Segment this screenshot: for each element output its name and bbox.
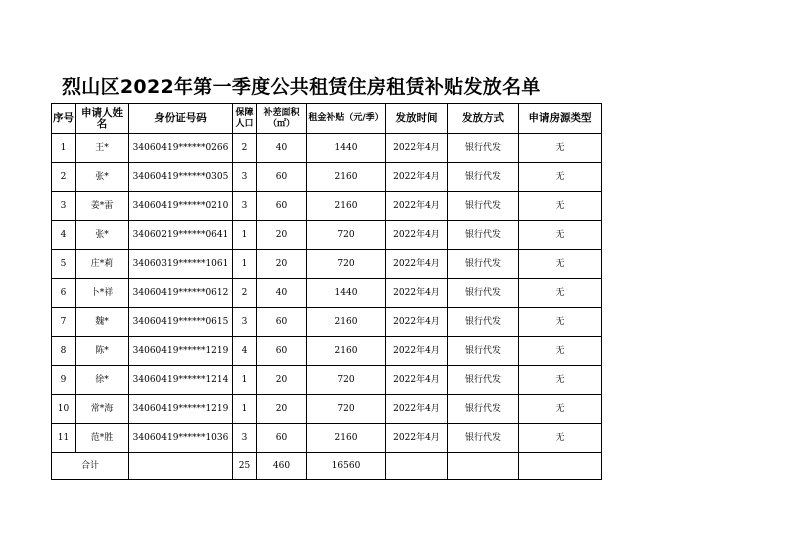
cell-type: 无	[519, 424, 602, 453]
cell-id: 34060419******1219	[129, 337, 233, 366]
table-row	[52, 250, 602, 279]
total-type-empty	[519, 453, 602, 480]
cell-people: 3	[233, 308, 257, 337]
cell-name: 姜*雷	[76, 192, 129, 221]
cell-time: 2022年4月	[386, 366, 448, 395]
header-area: 补差面积（㎡）	[257, 104, 307, 134]
cell-name: 徐*	[76, 366, 129, 395]
total-method-empty	[448, 453, 519, 480]
header-seq: 序号	[52, 104, 76, 134]
cell-seq: 1	[52, 134, 76, 163]
cell-subsidy: 1440	[307, 134, 386, 163]
cell-method: 银行代发	[448, 163, 519, 192]
cell-name: 庄*莉	[76, 250, 129, 279]
cell-name: 魏*	[76, 308, 129, 337]
cell-type: 无	[519, 134, 602, 163]
cell-subsidy: 720	[307, 221, 386, 250]
cell-time: 2022年4月	[386, 221, 448, 250]
cell-name: 陈*	[76, 337, 129, 366]
header-name: 申请人姓名	[76, 104, 129, 134]
cell-people: 3	[233, 163, 257, 192]
cell-time: 2022年4月	[386, 395, 448, 424]
total-time-empty	[386, 453, 448, 480]
cell-type: 无	[519, 250, 602, 279]
cell-id: 34060419******0210	[129, 192, 233, 221]
cell-area: 20	[257, 221, 307, 250]
cell-subsidy: 2160	[307, 308, 386, 337]
header-people: 保障人口	[233, 104, 257, 134]
cell-area: 60	[257, 337, 307, 366]
cell-people: 4	[233, 337, 257, 366]
cell-name: 张*	[76, 221, 129, 250]
cell-subsidy: 2160	[307, 424, 386, 453]
cell-seq: 9	[52, 366, 76, 395]
cell-area: 20	[257, 395, 307, 424]
cell-method: 银行代发	[448, 424, 519, 453]
subsidy-table	[51, 103, 602, 480]
cell-area: 60	[257, 424, 307, 453]
cell-name: 范*胜	[76, 424, 129, 453]
total-label: 合计	[52, 453, 129, 480]
cell-method: 银行代发	[448, 221, 519, 250]
cell-seq: 5	[52, 250, 76, 279]
cell-area: 40	[257, 279, 307, 308]
cell-subsidy: 1440	[307, 279, 386, 308]
cell-time: 2022年4月	[386, 192, 448, 221]
cell-area: 60	[257, 163, 307, 192]
table-row	[52, 163, 602, 192]
cell-type: 无	[519, 163, 602, 192]
cell-people: 1	[233, 366, 257, 395]
cell-seq: 10	[52, 395, 76, 424]
cell-seq: 3	[52, 192, 76, 221]
cell-method: 银行代发	[448, 192, 519, 221]
cell-method: 银行代发	[448, 308, 519, 337]
total-people: 25	[233, 453, 257, 480]
cell-seq: 11	[52, 424, 76, 453]
total-subsidy: 16560	[307, 453, 386, 480]
cell-id: 34060419******1214	[129, 366, 233, 395]
cell-area: 60	[257, 192, 307, 221]
cell-id: 34060419******0305	[129, 163, 233, 192]
cell-id: 34060319******1061	[129, 250, 233, 279]
cell-method: 银行代发	[448, 395, 519, 424]
cell-subsidy: 720	[307, 395, 386, 424]
cell-subsidy: 720	[307, 366, 386, 395]
cell-time: 2022年4月	[386, 134, 448, 163]
table-row	[52, 279, 602, 308]
table-row	[52, 337, 602, 366]
cell-id: 34060419******0612	[129, 279, 233, 308]
cell-id: 34060419******1219	[129, 395, 233, 424]
cell-method: 银行代发	[448, 134, 519, 163]
cell-id: 34060419******0615	[129, 308, 233, 337]
cell-subsidy: 2160	[307, 337, 386, 366]
table-row	[52, 308, 602, 337]
cell-time: 2022年4月	[386, 279, 448, 308]
cell-people: 2	[233, 279, 257, 308]
header-id: 身份证号码	[129, 104, 233, 134]
cell-time: 2022年4月	[386, 337, 448, 366]
cell-type: 无	[519, 366, 602, 395]
cell-id: 34060419******1036	[129, 424, 233, 453]
cell-seq: 8	[52, 337, 76, 366]
cell-people: 3	[233, 192, 257, 221]
cell-method: 银行代发	[448, 337, 519, 366]
cell-name: 王*	[76, 134, 129, 163]
cell-people: 2	[233, 134, 257, 163]
cell-time: 2022年4月	[386, 308, 448, 337]
cell-type: 无	[519, 337, 602, 366]
cell-seq: 4	[52, 221, 76, 250]
cell-name: 张*	[76, 163, 129, 192]
header-time: 发放时间	[386, 104, 448, 134]
cell-area: 20	[257, 366, 307, 395]
table-row	[52, 366, 602, 395]
document-title: 烈山区2022年第一季度公共租赁住房租赁补贴发放名单	[62, 76, 541, 98]
cell-type: 无	[519, 192, 602, 221]
table-row	[52, 221, 602, 250]
total-row	[52, 453, 602, 480]
cell-method: 银行代发	[448, 366, 519, 395]
header-method: 发放方式	[448, 104, 519, 134]
cell-area: 60	[257, 308, 307, 337]
table-row	[52, 192, 602, 221]
cell-name: 常*海	[76, 395, 129, 424]
cell-type: 无	[519, 308, 602, 337]
cell-people: 1	[233, 395, 257, 424]
table-row	[52, 134, 602, 163]
cell-seq: 2	[52, 163, 76, 192]
cell-type: 无	[519, 221, 602, 250]
cell-id: 34060219******0641	[129, 221, 233, 250]
cell-area: 40	[257, 134, 307, 163]
cell-people: 3	[233, 424, 257, 453]
cell-method: 银行代发	[448, 250, 519, 279]
total-id-empty	[129, 453, 233, 480]
cell-subsidy: 2160	[307, 192, 386, 221]
cell-name: 卜*祥	[76, 279, 129, 308]
header-type: 申请房源类型	[519, 104, 602, 134]
cell-seq: 7	[52, 308, 76, 337]
cell-type: 无	[519, 279, 602, 308]
cell-seq: 6	[52, 279, 76, 308]
cell-time: 2022年4月	[386, 163, 448, 192]
total-area: 460	[257, 453, 307, 480]
cell-people: 1	[233, 221, 257, 250]
table-row	[52, 424, 602, 453]
cell-method: 银行代发	[448, 279, 519, 308]
cell-people: 1	[233, 250, 257, 279]
header-subsidy: 租金补贴（元/季）	[307, 104, 386, 134]
cell-time: 2022年4月	[386, 250, 448, 279]
table-header-row	[52, 104, 602, 134]
cell-id: 34060419******0266	[129, 134, 233, 163]
cell-subsidy: 2160	[307, 163, 386, 192]
table-row	[52, 395, 602, 424]
cell-time: 2022年4月	[386, 424, 448, 453]
cell-area: 20	[257, 250, 307, 279]
cell-subsidy: 720	[307, 250, 386, 279]
cell-type: 无	[519, 395, 602, 424]
